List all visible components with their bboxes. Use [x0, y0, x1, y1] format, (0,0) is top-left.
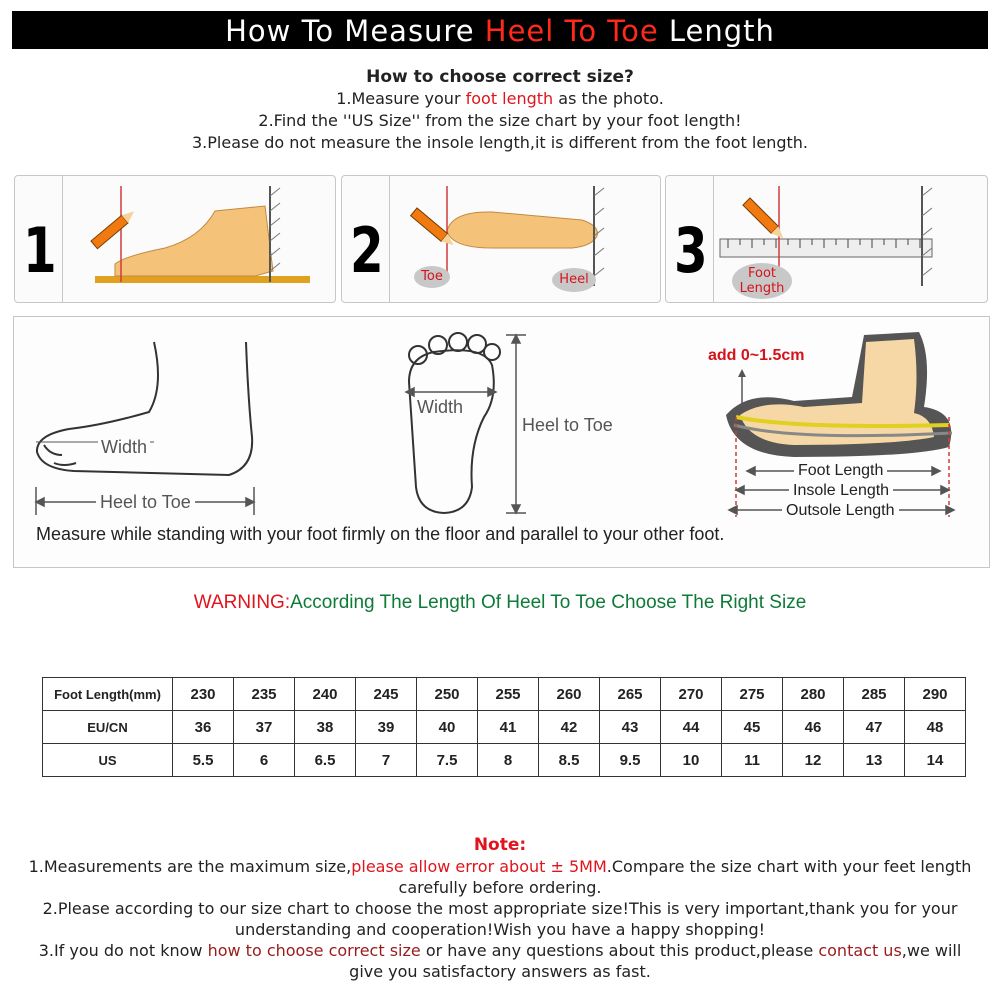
table-cell: 7 — [356, 744, 417, 777]
table-cell: 250 — [417, 678, 478, 711]
how-to-line-1: 1.Measure your foot length as the photo. — [336, 89, 664, 108]
table-cell: 43 — [600, 711, 661, 744]
table-cell: 8.5 — [539, 744, 600, 777]
table-cell: 11 — [722, 744, 783, 777]
width-arrow-2 — [406, 388, 496, 396]
table-cell: 5.5 — [173, 744, 234, 777]
table-cell: 10 — [661, 744, 722, 777]
table-cell: 14 — [905, 744, 966, 777]
standing-instruction: Measure while standing with your foot firmly on the floor and parallel to your other foot. — [36, 524, 725, 544]
table-cell: 45 — [722, 711, 783, 744]
note-section — [20, 835, 980, 982]
step-panel-2 — [341, 175, 661, 303]
table-cell: 285 — [844, 678, 905, 711]
table-cell: 46 — [783, 711, 844, 744]
warning-line: WARNING:According The Length Of Heel To Toe Choose The Right Size — [193, 592, 807, 613]
note-title: Note: — [473, 835, 527, 855]
warning-text: According The Length Of Heel To Toe Choose The Right Size — [290, 592, 807, 613]
width-label-1: Width — [98, 437, 150, 458]
table-cell: 42 — [539, 711, 600, 744]
table-cell: 6.5 — [295, 744, 356, 777]
table-cell: 48 — [905, 711, 966, 744]
title-banner — [12, 11, 988, 49]
table-cell: 6 — [234, 744, 295, 777]
insole-length-label: Insole Length — [789, 482, 893, 500]
step3-illustration — [666, 176, 987, 302]
add-allowance-label: add 0~1.5cm — [708, 347, 805, 364]
table-row-foot-length — [43, 678, 966, 711]
table-cell: 260 — [539, 678, 600, 711]
table-cell: 13 — [844, 744, 905, 777]
banner-text-2: Length — [658, 14, 775, 48]
heel-label: Heel — [552, 268, 596, 292]
table-row-us — [43, 744, 966, 777]
step-panel-3 — [665, 175, 988, 303]
step-number-1: 1 — [23, 214, 57, 287]
step-number-3: 3 — [674, 214, 708, 287]
how-to-line-2: 2.Find the ''US Size'' from the size chart by your foot length! — [258, 111, 742, 130]
table-cell: 12 — [783, 744, 844, 777]
toe-label: Toe — [414, 266, 450, 288]
foot-length-diagram-label: Foot Length — [794, 462, 887, 480]
how-to-line-3: 3.Please do not measure the insole length,it is different from the foot length. — [191, 133, 808, 152]
table-cell: 36 — [173, 711, 234, 744]
table-cell: 9.5 — [600, 744, 661, 777]
table-cell: 37 — [234, 711, 295, 744]
measurement-diagrams — [13, 316, 990, 568]
table-cell: 40 — [417, 711, 478, 744]
banner-highlight: Heel To Toe — [484, 14, 659, 48]
row-header: Foot Length(mm) — [43, 678, 173, 711]
foot-length-label: Foot Length — [732, 263, 792, 299]
table-cell: 240 — [295, 678, 356, 711]
size-chart-table — [42, 677, 966, 777]
table-cell: 38 — [295, 711, 356, 744]
step1-illustration — [15, 176, 335, 302]
table-cell: 245 — [356, 678, 417, 711]
step-number-2: 2 — [350, 214, 384, 287]
table-cell: 290 — [905, 678, 966, 711]
how-to-heading: How to choose correct size? — [366, 67, 634, 87]
step2-illustration — [342, 176, 660, 302]
error-allowance-highlight: please allow error about ± 5MM — [351, 857, 607, 876]
table-cell: 44 — [661, 711, 722, 744]
step-panel-1 — [14, 175, 336, 303]
table-cell: 41 — [478, 711, 539, 744]
note-line-3: 3.If you do not know how to choose correct size or have any questions about this product,please contact us,we will give you satisfactory answers as fast. — [38, 941, 962, 981]
table-cell: 235 — [234, 678, 295, 711]
table-cell: 265 — [600, 678, 661, 711]
heel-to-toe-label-2: Heel to Toe — [522, 415, 613, 435]
table-cell: 39 — [356, 711, 417, 744]
table-cell: 7.5 — [417, 744, 478, 777]
note-line-2: 2.Please according to our size chart to choose the most appropriate size!This is very important,thank you for your understanding and cooperation!Wish you have a happy shopping! — [42, 899, 958, 939]
how-to-choose-section — [0, 66, 1000, 154]
table-cell: 47 — [844, 711, 905, 744]
banner-text-1: How To Measure — [225, 14, 485, 48]
outsole-length-label: Outsole Length — [782, 502, 899, 520]
table-cell: 8 — [478, 744, 539, 777]
table-cell: 275 — [722, 678, 783, 711]
foot-length-highlight: foot length — [465, 89, 554, 108]
table-row-eu-cn — [43, 711, 966, 744]
row-header: US — [43, 744, 173, 777]
table-cell: 280 — [783, 678, 844, 711]
width-label-2: Width — [417, 397, 464, 417]
warning-label: WARNING — [193, 592, 285, 613]
sole-outline — [409, 333, 500, 513]
note-line-1: 1.Measurements are the maximum size,please allow error about ± 5MM.Compare the size chart with your feet length carefully before ordering. — [28, 857, 972, 897]
how-to-choose-link: how to choose correct size — [207, 941, 421, 960]
table-cell: 270 — [661, 678, 722, 711]
row-header: EU/CN — [43, 711, 173, 744]
contact-us-link[interactable]: contact us — [818, 941, 902, 960]
table-cell: 255 — [478, 678, 539, 711]
table-cell: 230 — [173, 678, 234, 711]
heel-to-toe-label-1: Heel to Toe — [96, 492, 195, 513]
